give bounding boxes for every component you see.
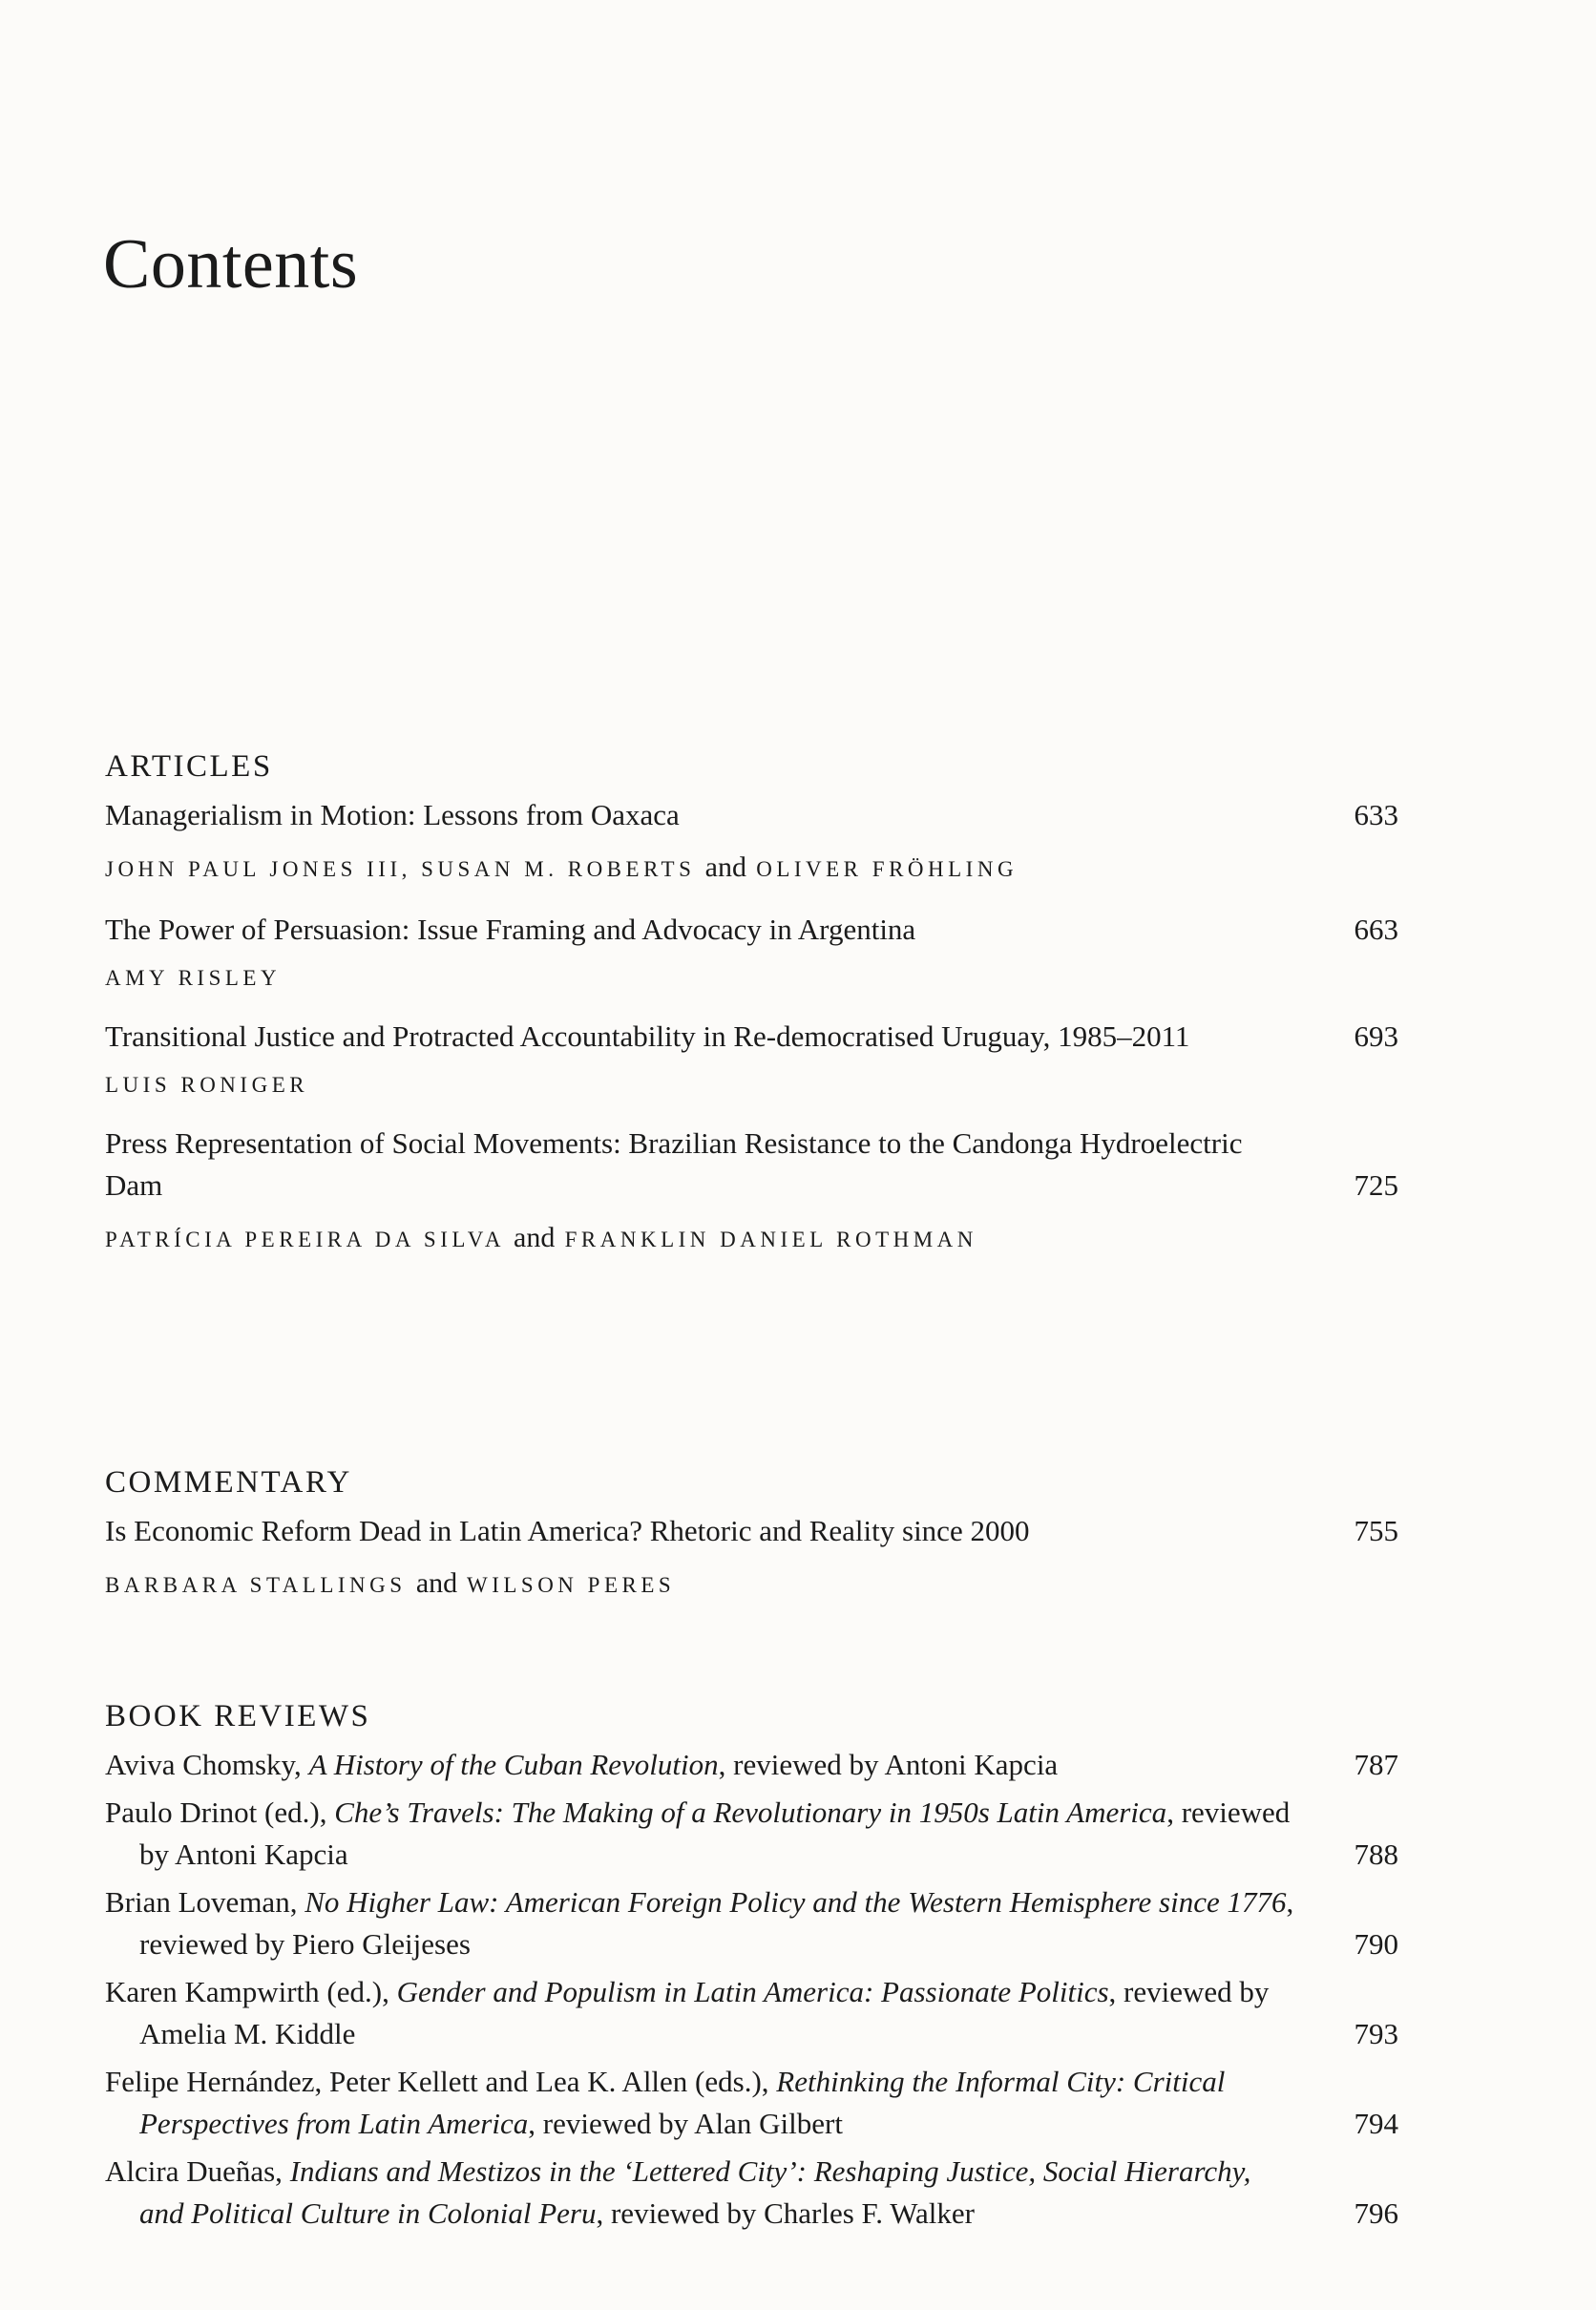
article-entry [105, 1123, 1398, 1254]
article-title[interactable]: Managerialism in Motion: Lessons from Oaxaca [105, 798, 680, 831]
author-names: FRANKLIN DANIEL ROTHMAN [564, 1228, 977, 1251]
review-citation[interactable] [105, 1744, 1354, 1786]
review-reviewer: , reviewed by Antoni Kapcia [718, 1748, 1059, 1781]
review-citation[interactable] [105, 2061, 1354, 2145]
review-author: Aviva Chomsky, [105, 1748, 309, 1781]
author-names: AMY RISLEY [105, 966, 282, 990]
review-entry [105, 1971, 1398, 2055]
commentary-entry [105, 1510, 1398, 1600]
review-author: Brian Loveman, [105, 1885, 305, 1919]
section-heading-commentary: COMMENTARY [105, 1465, 352, 1500]
review-author: Alcira Dueñas, [105, 2154, 290, 2188]
page-number: 693 [1354, 1019, 1398, 1053]
page-number: 725 [1354, 1168, 1398, 1202]
page-number: 787 [1354, 1748, 1398, 1781]
review-author: Paulo Drinot (ed.), [105, 1796, 335, 1829]
page-number: 755 [1354, 1514, 1398, 1547]
author-names: WILSON PERES [466, 1573, 676, 1597]
review-reviewer: , reviewed by Charles F. Walker [596, 2196, 975, 2230]
author-conjunction: and [514, 1222, 556, 1253]
author-names: OLIVER FRÖHLING [756, 857, 1018, 881]
section-heading-book-reviews: BOOK REVIEWS [105, 1699, 371, 1733]
article-authors [105, 966, 1398, 991]
article-entry [105, 909, 1398, 991]
page-number: 633 [1354, 798, 1398, 831]
review-entry [105, 1792, 1398, 1876]
review-entry [105, 2061, 1398, 2145]
review-book-title: Che’s Travels: The Making of a Revolutionary in 1950s Latin America [334, 1796, 1167, 1829]
commentary-title[interactable]: Is Economic Reform Dead in Latin America? Rhetoric and Reality since 2000 [105, 1514, 1030, 1547]
book-reviews-section [105, 1699, 1398, 2240]
page-number: 794 [1354, 2107, 1398, 2140]
page-title: Contents [103, 224, 359, 304]
commentary-authors [105, 1567, 1398, 1600]
author-names: BARBARA STALLINGS [105, 1573, 407, 1597]
article-row [105, 1123, 1398, 1207]
review-entry [105, 1881, 1398, 1965]
review-reviewer: , reviewed by Alan Gilbert [528, 2107, 843, 2140]
author-names: PATRÍCIA PEREIRA DA SILVA [105, 1228, 504, 1251]
article-row [105, 794, 1398, 836]
review-book-title: Rethinking the Informal City: Critical Perspectives from Latin America [139, 2065, 1226, 2140]
article-authors [105, 1222, 1398, 1254]
review-reviewer: , reviewed by Antoni Kapcia [139, 1796, 1291, 1871]
page-number: 663 [1354, 913, 1398, 946]
article-title[interactable]: Press Representation of Social Movements: Brazilian Resistance to the Candonga Hydroelectric Dam [105, 1126, 1243, 1202]
review-entry [105, 2151, 1398, 2235]
article-row [105, 909, 1398, 951]
articles-section [105, 749, 1398, 1279]
author-names: JOHN PAUL JONES III, SUSAN M. ROBERTS [105, 857, 696, 881]
section-heading-articles: ARTICLES [105, 749, 273, 784]
review-book-title: A History of the Cuban Revolution [308, 1748, 719, 1781]
author-conjunction: and [704, 851, 746, 883]
page-number: 793 [1354, 2017, 1398, 2050]
page-number: 788 [1354, 1838, 1398, 1871]
article-entry [105, 794, 1398, 884]
review-citation[interactable] [105, 1881, 1354, 1965]
article-title[interactable]: Transitional Justice and Protracted Accountability in Re-democratised Uruguay, 1985–2011 [105, 1019, 1190, 1053]
author-conjunction: and [415, 1567, 458, 1599]
review-citation[interactable] [105, 1792, 1354, 1876]
article-authors [105, 851, 1398, 884]
article-entry [105, 1016, 1398, 1098]
article-authors [105, 1073, 1398, 1098]
review-reviewer: , reviewed by Amelia M. Kiddle [139, 1975, 1270, 2050]
article-row [105, 1016, 1398, 1058]
review-citation[interactable] [105, 1971, 1354, 2055]
review-book-title: Gender and Populism in Latin America: Passionate Politics [396, 1975, 1109, 2008]
commentary-section [105, 1465, 1398, 1625]
author-names: LUIS RONIGER [105, 1073, 309, 1097]
review-citation[interactable] [105, 2151, 1354, 2235]
review-author: Felipe Hernández, Peter Kellett and Lea K. Allen (eds.), [105, 2065, 777, 2098]
review-author: Karen Kampwirth (ed.), [105, 1975, 397, 2008]
page-number: 796 [1354, 2196, 1398, 2230]
review-book-title: No Higher Law: American Foreign Policy and the Western Hemisphere since 1776 [304, 1885, 1287, 1919]
review-book-title: Indians and Mestizos in the ‘Lettered City’: Reshaping Justice, Social Hierarchy, and Political Culture in Colonial Peru [139, 2154, 1251, 2230]
commentary-row [105, 1510, 1398, 1552]
article-title[interactable]: The Power of Persuasion: Issue Framing and Advocacy in Argentina [105, 913, 916, 946]
review-entry [105, 1744, 1398, 1786]
page-number: 790 [1354, 1927, 1398, 1961]
review-reviewer: , reviewed by Piero Gleijeses [139, 1885, 1294, 1961]
